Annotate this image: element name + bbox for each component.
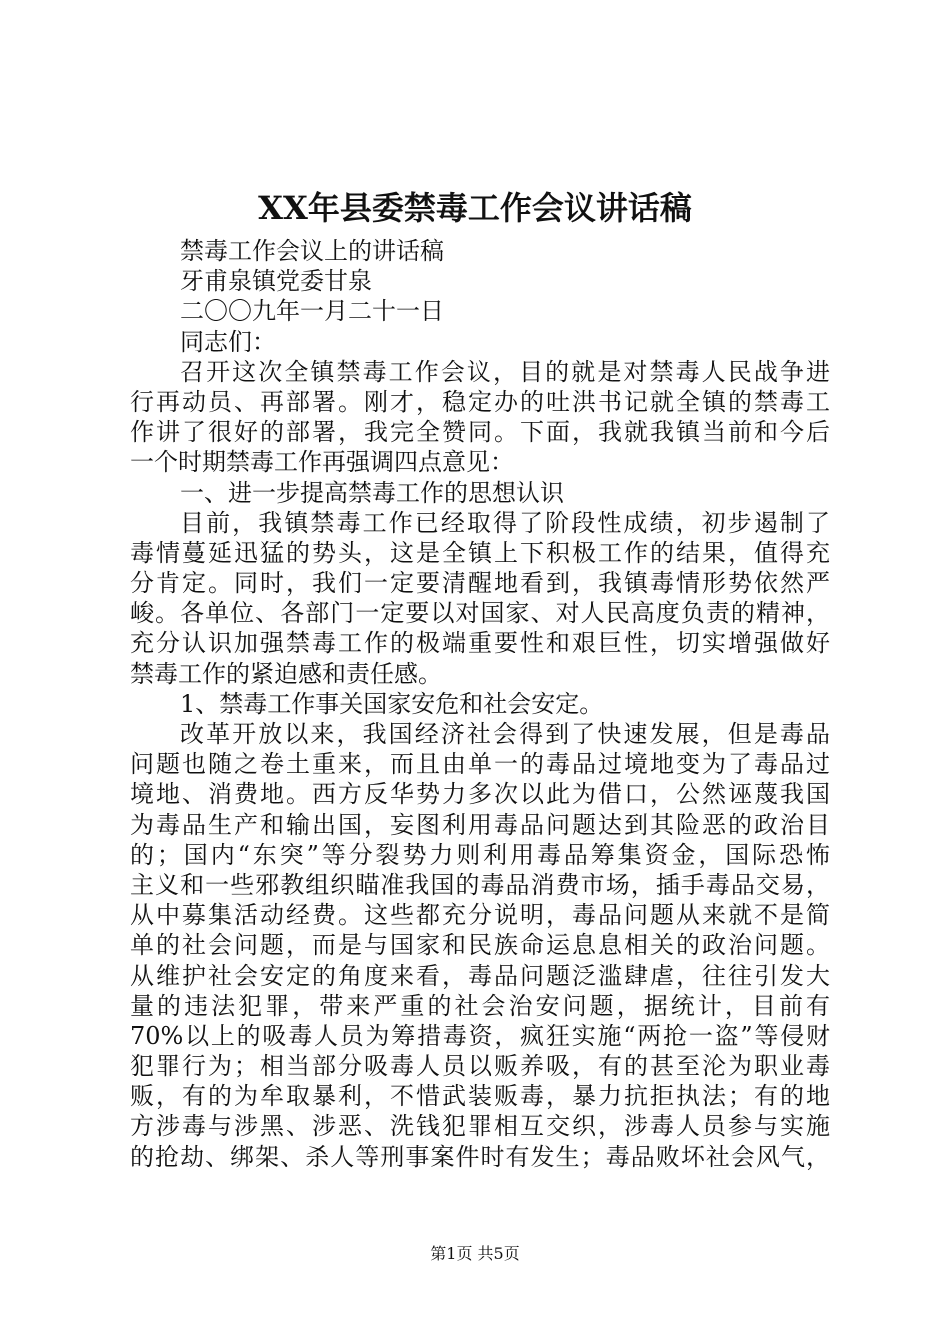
body-line: 二〇〇九年一月二十一日 bbox=[180, 297, 444, 326]
body-line: 改革开放以来，我国经济社会得到了快速发展，但是毒品 bbox=[180, 720, 830, 748]
body-line: 的抢劫、绑架、杀人等刑事案件时有发生；毒品败坏社会风气， bbox=[130, 1142, 830, 1171]
body-line: 贩，有的为牟取暴利，不惜武装贩毒，暴力抗拒执法；有的地 bbox=[130, 1082, 830, 1111]
body-line: 充分认识加强禁毒工作的极端重要性和艰巨性，切实增强做好 bbox=[130, 629, 830, 658]
body-line: 主义和一些邪教组织瞄准我国的毒品消费市场，插手毒品交易， bbox=[130, 870, 830, 899]
body-line: 一个时期禁毒工作再强调四点意见： bbox=[130, 448, 514, 477]
body-line: 峻。各单位、各部门一定要以对国家、对人民高度负责的精神， bbox=[130, 599, 830, 628]
body-line: 禁毒工作会议上的讲话稿 bbox=[180, 237, 444, 265]
body-line: 从维护社会安定的角度来看，毒品问题泛滥肆虐，往往引发大 bbox=[130, 961, 830, 990]
body-line: 禁毒工作的紧迫感和责任感。 bbox=[130, 659, 442, 688]
body-line: 1、禁毒工作事关国家安危和社会安定。 bbox=[180, 689, 604, 718]
page-footer: 第1页 共5页 bbox=[430, 1244, 520, 1263]
body-line: 量的违法犯罪，带来严重的社会治安问题，据统计，目前有 bbox=[130, 991, 830, 1020]
body-line: 同志们： bbox=[180, 327, 276, 356]
body-line: 行再动员、再部署。刚才，稳定办的吐洪书记就全镇的禁毒工 bbox=[130, 387, 830, 416]
body-line: 一、进一步提高禁毒工作的思想认识 bbox=[180, 478, 564, 507]
body-line: 牙甫泉镇党委甘泉 bbox=[180, 267, 372, 296]
body-line: 毒情蔓延迅猛的势头，这是全镇上下积极工作的结果，值得充 bbox=[130, 538, 830, 567]
body-line: 分肯定。同时，我们一定要清醒地看到，我镇毒情形势依然严 bbox=[130, 569, 830, 598]
body-line: 单的社会问题，而是与国家和民族命运息息相关的政治问题。 bbox=[130, 931, 830, 960]
body-line: 的；国内“东突”等分裂势力则利用毒品筹集资金，国际恐怖 bbox=[130, 840, 830, 869]
body-line: 犯罪行为；相当部分吸毒人员以贩养吸，有的甚至沦为职业毒 bbox=[130, 1052, 830, 1081]
body-line: 作讲了很好的部署，我完全赞同。下面，我就我镇当前和今后 bbox=[130, 418, 830, 447]
body-line: 为毒品生产和输出国，妄图利用毒品问题达到其险恶的政治目 bbox=[130, 810, 830, 839]
body-line: 从中募集活动经费。这些都充分说明，毒品问题从来就不是简 bbox=[130, 901, 830, 930]
body-line: 目前，我镇禁毒工作已经取得了阶段性成绩，初步遏制了 bbox=[180, 508, 830, 537]
body-line: 问题也随之卷土重来，而且由单一的毒品过境地变为了毒品过 bbox=[130, 750, 830, 779]
body-line: 70%以上的吸毒人员为筹措毒资，疯狂实施“两抢一盗”等侵财 bbox=[130, 1021, 830, 1050]
body-line: 召开这次全镇禁毒工作会议，目的就是对禁毒人民战争进 bbox=[180, 357, 830, 386]
document-body bbox=[130, 236, 830, 1172]
document-title: XX年县委禁毒工作会议讲话稿 bbox=[258, 189, 692, 227]
body-line: 方涉毒与涉黑、涉恶、洗钱犯罪相互交织，涉毒人员参与实施 bbox=[130, 1112, 830, 1141]
body-line: 境地、消费地。西方反华势力多次以此为借口，公然诬蔑我国 bbox=[130, 780, 830, 809]
